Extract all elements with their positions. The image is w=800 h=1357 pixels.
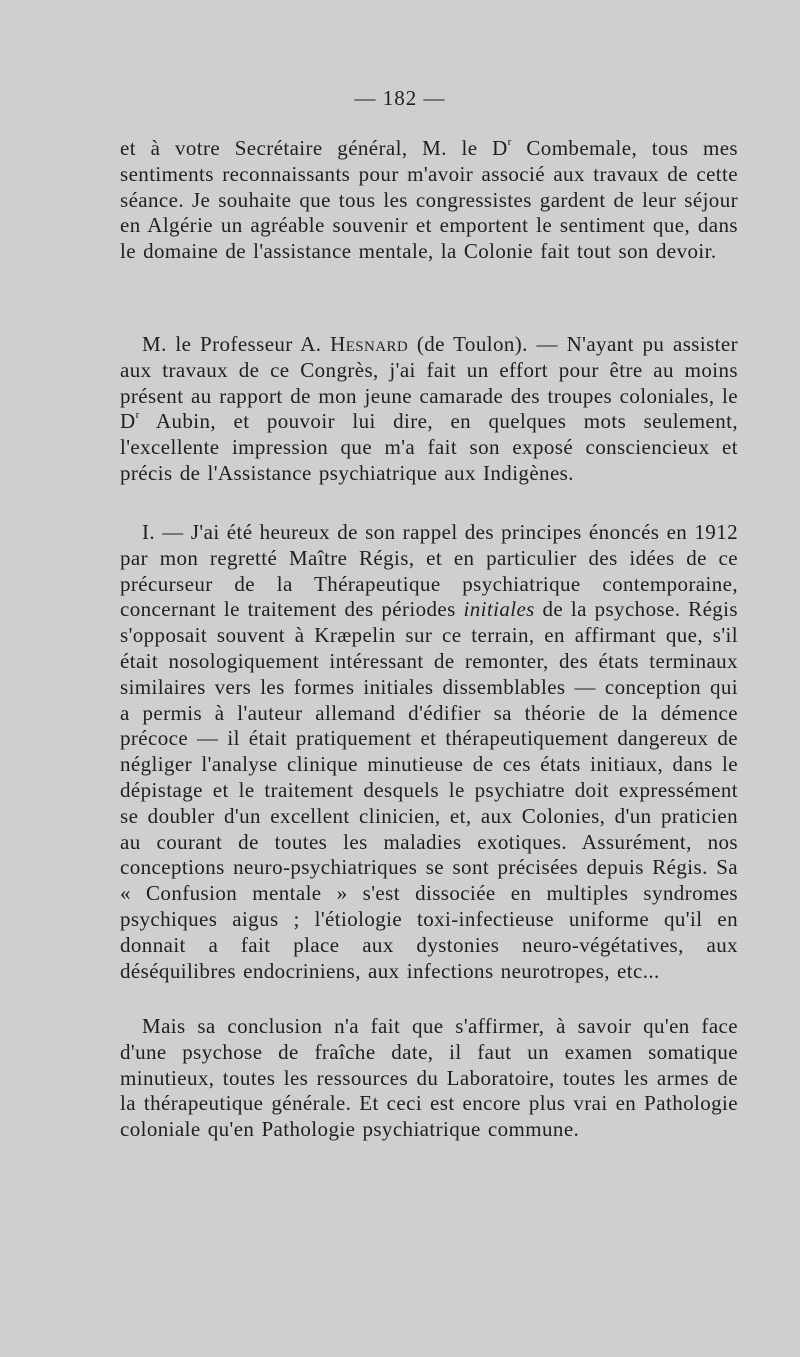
paragraph-closing-remarks xyxy=(120,136,738,265)
p1-text-end: Combemale, tous mes sentiments reconnaissants pour m'avoir associé aux travaux de cette séance. Je souhaite que tous les congressistes gardent de leur séjour en Algérie un agréable souvenir et emportent le sentiment que, dans le domaine de l'assistance mentale, la Colonie fait tout son devoir. xyxy=(120,136,739,264)
p2-text-start: (de Toulon). — N'ayant pu assister aux travaux de ce Congrès, j'ai fait un effort pour être au moins présent au rapport de mon jeune camarade des troupes coloniales, le D xyxy=(120,332,739,434)
italic-term: initiales xyxy=(463,597,535,622)
p3-text-start: I. — J'ai été heureux de son rappel des principes énoncés en 1912 par mon regretté Maître Régis, et en particulier des idées de ce précurseur de la Thérapeutique psychiatrique contemporaine, concernant le traitement des périodes xyxy=(120,520,738,622)
page-number: — 182 — xyxy=(354,86,446,110)
p4-text: Mais sa conclusion n'a fait que s'affirmer, à savoir qu'en face d'une psychose de fraîche date, il faut un examen somatique minutieux, toutes les ressources du Laboratoire, toutes les armes de la thérapeutique générale. Et ceci est encore plus vrai en Pathologie coloniale qu'en Pathologie psychiatrique commune. xyxy=(120,1014,738,1142)
p1-doctor-superscript: r xyxy=(507,136,512,148)
p2-prefix: M. le Professeur A. xyxy=(142,332,331,356)
speaker-name: Hesnard xyxy=(330,332,409,356)
p1-text-start: et à votre Secrétaire général, M. le D xyxy=(120,136,508,160)
p2-doctor-superscript: r xyxy=(135,409,140,422)
paragraph-hesnard-intro xyxy=(120,332,738,487)
p2-text-end: Aubin, et pouvoir lui dire, en quelques mots seulement, l'excellente impression que m'a fait son exposé consciencieux et précis de l'Assistance psychiatrique aux Indigènes. xyxy=(120,409,738,485)
p3-text-end: de la psychose. Régis s'opposait souvent à Kræpelin sur ce terrain, en affirmant que, s'il était nosologiquement intéressant de remonter, des états terminaux similaires vers les formes initiales dissemblables — conception qui a permis à l'auteur allemand d'édifier sa théorie de la démence précoce — il était pratiquement et thérapeutiquement dangereux de négliger l'analyse clinique minutieuse de ces états initiaux, dans le dépistage et le traitement desquels le psychiatre doit expressément se doubler d'un excellent clinicien, et, aux Colonies, d'un praticien au courant de toutes les maladies exotiques. Assurément, nos conceptions neuro-psychiatriques se sont précisées depuis Régis. Sa « Confusion mentale » s'est dissociée en multiples syndromes psychiques aigus ; l'étiologie toxi-infectieuse uniforme qu'il en donnait a fait place aux dystonies neuro-végétatives, aux déséquilibres endocriniens, aux infections neurotropes, etc... xyxy=(120,597,738,983)
paragraph-section-one xyxy=(120,520,738,984)
paragraph-conclusion xyxy=(120,1014,738,1143)
